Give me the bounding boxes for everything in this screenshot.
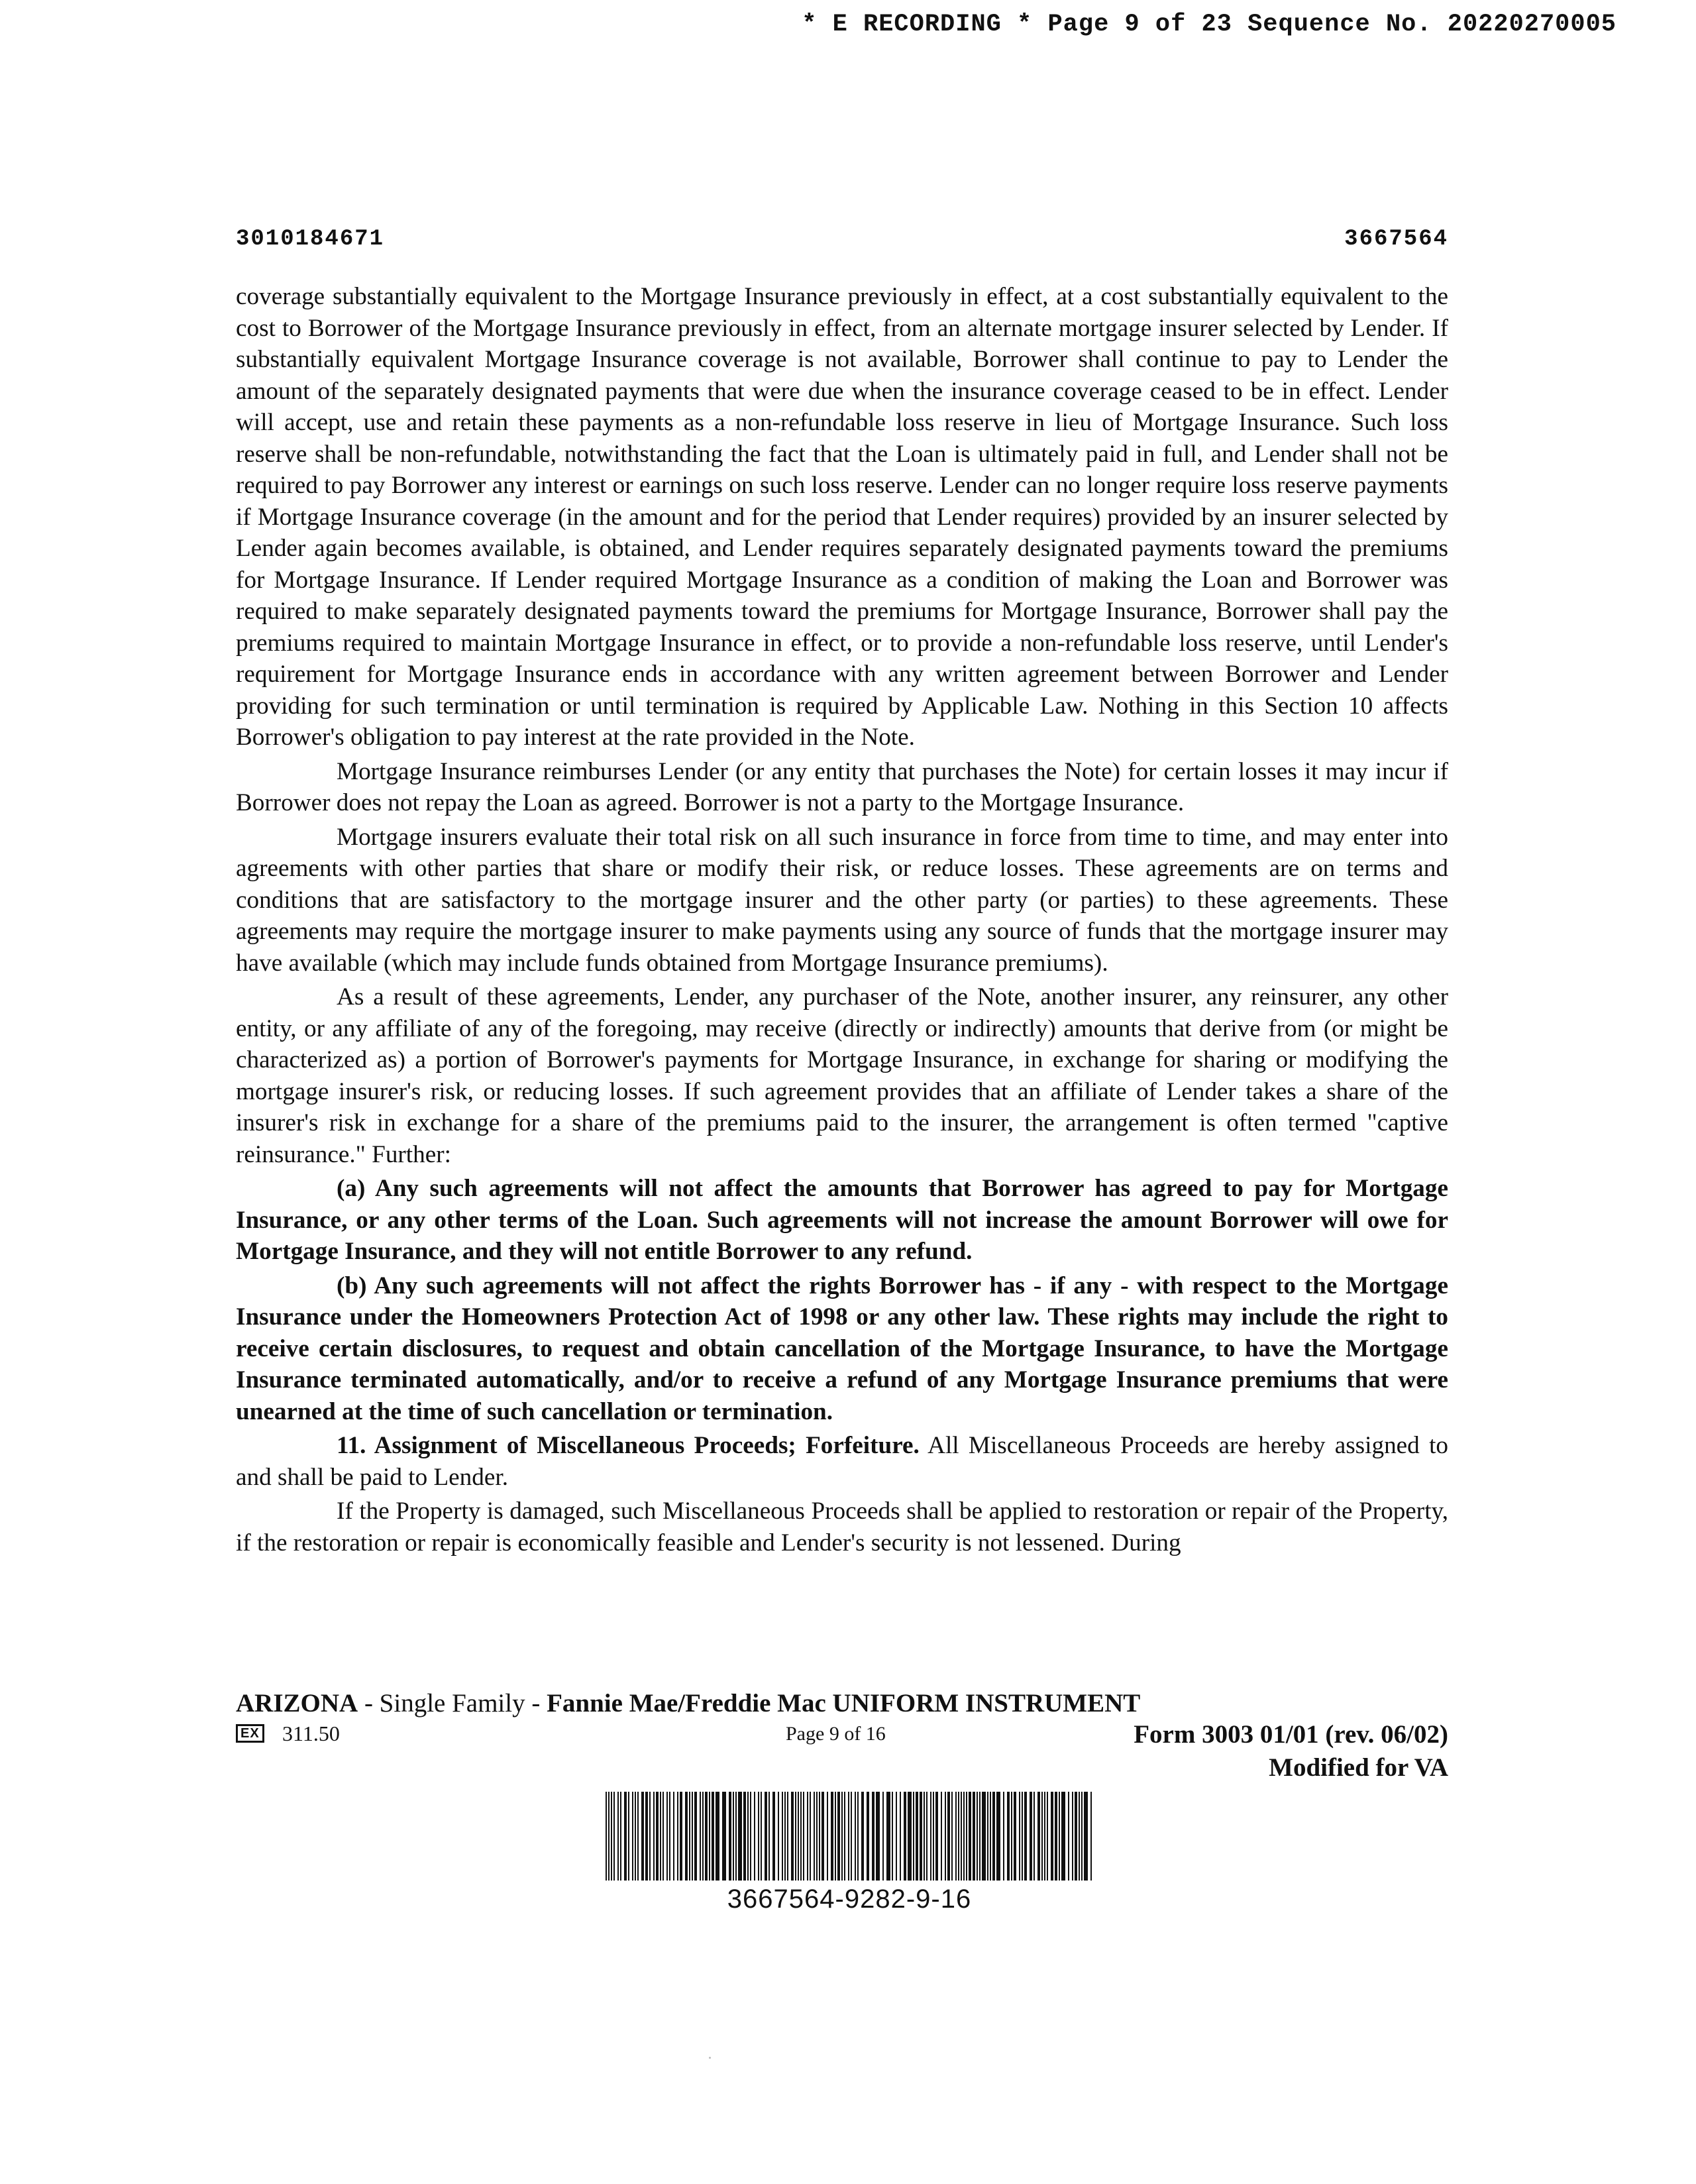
footer-state: ARIZONA (236, 1689, 358, 1718)
scan-speck (709, 2057, 711, 2059)
barcode (604, 1792, 1094, 1915)
paragraph-continuation: coverage substantially equivalent to the Mortgage Insurance previously in effect, at a cost substantially equivalent to the cost to Borrower of the Mortgage Insurance previously in effect, from an alternate mortgage insurer selected by Lender. If substantially equivalent Mortgage Insurance coverage is not available, Borrower shall continue to pay to Lender the amount of the separately designated payments that were due when the insurance coverage ceased to be in effect. Lender will accept, use and retain these payments as a non-refundable loss reserve in lieu of Mortgage Insurance. Such loss reserve shall be non-refundable, notwithstanding the fact that the Loan is ultimately paid in full, and Lender shall not be required to pay Borrower any interest or earnings on such loss reserve. Lender can no longer require loss reserve payments if Mortgage Insurance coverage (in the amount and for the period that Lender requires) provided by an insurer selected by Lender again becomes available, is obtained, and Lender requires separately designated payments toward the premiums for Mortgage Insurance. If Lender required Mortgage Insurance as a condition of making the Loan and Borrower was required to make separately designated payments toward the premiums for Mortgage Insurance, Borrower shall pay the premiums required to maintain Mortgage Insurance in effect, or to provide a non-refundable loss reserve, until Lender's requirement for Mortgage Insurance ends in accordance with any written agreement between Borrower and Lender providing for such termination or until termination is required by Applicable Law. Nothing in this Section 10 affects Borrower's obligation to pay interest at the rate provided in the Note. (236, 283, 1448, 751)
modified-for-va: Modified for VA (1269, 1753, 1448, 1782)
paragraph-property-damaged: If the Property is damaged, such Miscellaneous Proceeds shall be applied to restoration or repair of the Property, if the restoration or repair is economically feasible and Lender's security is not lessened. During (236, 1498, 1448, 1556)
paragraph-agreements: As a result of these agreements, Lender, any purchaser of the Note, another insurer, any reinsurer, any other entity, or any affiliate of any of the foregoing, may receive (directly or indirectly) amounts that derive from (or might be characterized as) a portion of Borrower's payments for Mortgage Insurance, in exchange for sharing or modifying the mortgage insurer's risk, or reducing losses. If such agreement provides that an affiliate of Lender takes a share of the insurer's risk in exchange for a share of the premiums paid to the insurer, the arrangement is often termed "captive reinsurance." Further: (236, 983, 1448, 1168)
footer-row (236, 1720, 1448, 1782)
paragraph-clause-a: (a) Any such agreements will not affect the amounts that Borrower has agreed to pay for Mortgage Insurance, or any other terms of the Loan. Such agreements will not increase the amount Borrower will owe for Mortgage Insurance, and they will not entitle Borrower to any refund. (236, 1175, 1448, 1265)
section-11-title: 11. Assignment of Miscellaneous Proceeds; Forfeiture. (337, 1432, 920, 1459)
form-code: 311.50 (282, 1721, 340, 1745)
paragraph-clause-b: (b) Any such agreements will not affect the rights Borrower has - if any - with respect to the Mortgage Insurance under the Homeowners Protection Act of 1998 or any other law. These rights may include the right to receive certain disclosures, to request and obtain cancellation of the Mortgage Insurance, to have the Mortgage Insurance terminated automatically, and/or to receive a refund of any Mortgage Insurance premiums that were unearned at the time of such cancellation or termination. (236, 1272, 1448, 1425)
page-number: Page 9 of 16 (786, 1723, 886, 1745)
form-footer (236, 1688, 1448, 1782)
loan-number-left: 3010184671 (236, 227, 385, 252)
paragraph-mi-reimburses: Mortgage Insurance reimburses Lender (or any entity that purchases the Note) for certain losses it may incur if Borrower does not repay the Loan as agreed. Borrower is not a party to the Mortgage Insurance. (236, 757, 1448, 816)
recording-header: * E RECORDING * Page 9 of 23 Sequence No. 20220270005 (802, 11, 1616, 38)
paragraph-section-11 (236, 1430, 1448, 1493)
form-number: Form 3003 01/01 (rev. 06/02) (1134, 1720, 1448, 1749)
document-body (236, 281, 1448, 1561)
footer-instrument: Fannie Mae/Freddie Mac UNIFORM INSTRUMENT (547, 1689, 1141, 1718)
footer-title (236, 1688, 1448, 1719)
loan-number-right: 3667564 (1344, 227, 1448, 252)
barcode-number: 3667564-9282-9-16 (727, 1884, 972, 1914)
ex-logo-icon: EX (236, 1724, 264, 1743)
paragraph-mi-insurers: Mortgage insurers evaluate their total risk on all such insurance in force from time to time, and may enter into agreements with other parties that share or modify their risk, or reduce losses. These agreements are on terms and conditions that are satisfactory to the mortgage insurer and the other party (or parties) to these agreements. These agreements may require the mortgage insurer to make payments using any source of funds that the mortgage insurer may have available (which may include funds obtained from Mortgage Insurance premiums). (236, 823, 1448, 977)
loan-numbers (236, 227, 1448, 252)
footer-separator: - Single Family - (358, 1689, 547, 1718)
barcode-bars-icon (604, 1792, 1094, 1881)
section-11-text: All Miscellaneous Proceeds are hereby assigned to and shall be paid to Lender. (236, 1432, 1448, 1491)
